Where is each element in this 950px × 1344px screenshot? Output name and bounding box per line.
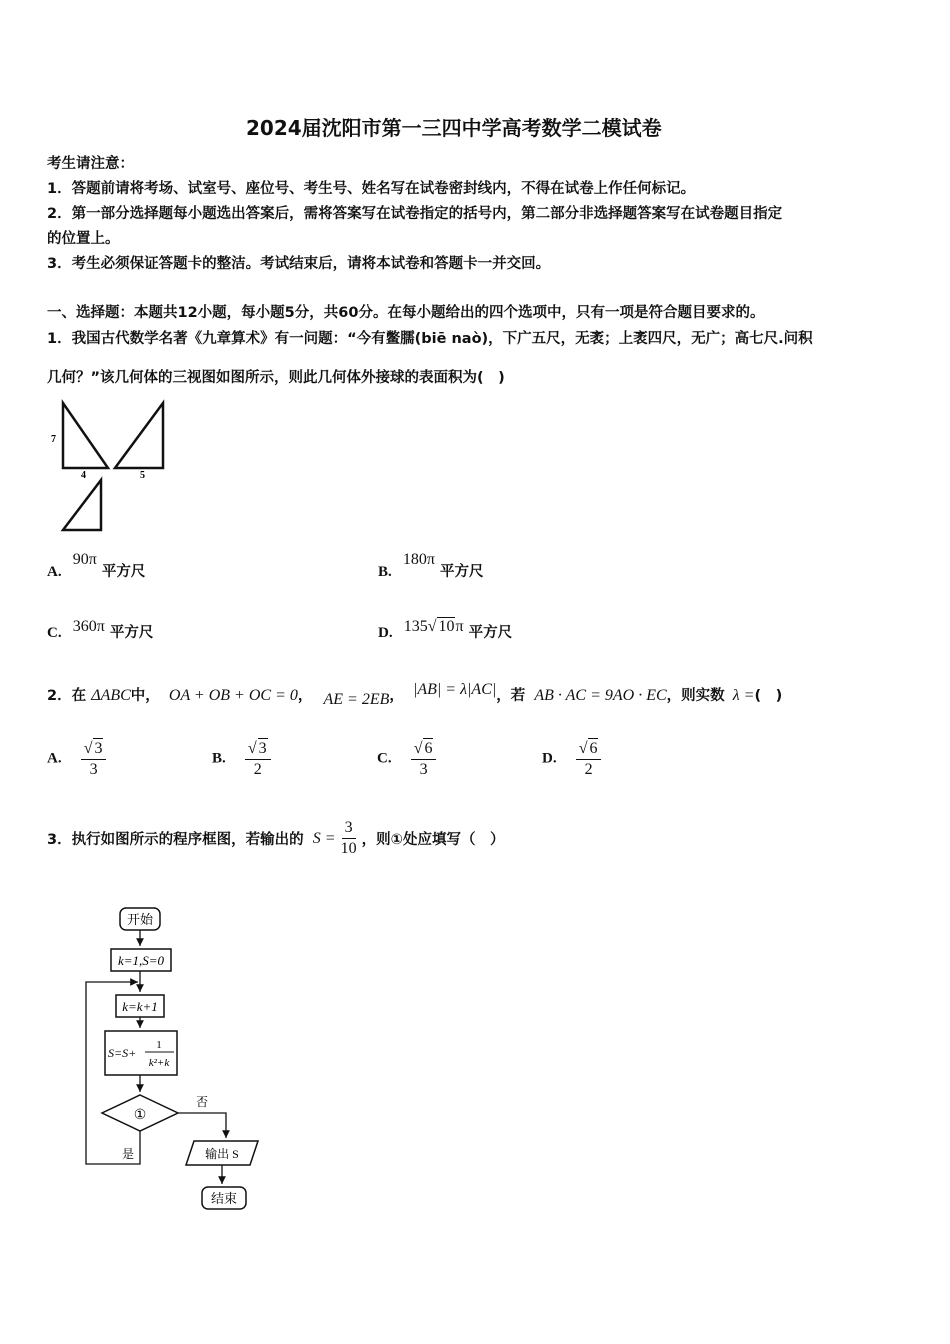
sqrt-icon: √ [427, 618, 437, 635]
flow-no-branch [178, 1113, 226, 1138]
option-fraction [576, 738, 602, 780]
notice-heading: 考生请注意： [47, 156, 134, 172]
option-math: 90π [72, 551, 97, 568]
q1-option-b[interactable] [378, 551, 484, 581]
option-radicand: 3 [94, 740, 103, 757]
option-denominator: 3 [419, 761, 428, 778]
sqrt-icon: √ [413, 740, 423, 757]
option-letter: A. [47, 564, 62, 580]
flow-decision-label: ① [133, 1108, 147, 1123]
front-view [63, 403, 108, 468]
option-letter: D. [378, 625, 393, 641]
option-letter: C. [47, 625, 62, 641]
option-radicand: 3 [258, 740, 267, 757]
q2-paren: ( ) [754, 688, 783, 704]
q1-option-c[interactable] [47, 618, 154, 642]
q2-lead: 2．在 [47, 688, 87, 704]
option-letter: B. [212, 750, 226, 767]
option-denominator: 3 [89, 761, 98, 778]
q3-stem [47, 818, 504, 859]
q2-stem [47, 681, 783, 708]
option-math-pi: π [455, 618, 464, 635]
option-unit: 平方尺 [101, 564, 146, 580]
flow-update-prefix: S=S+ [108, 1046, 137, 1060]
option-denominator: 2 [253, 761, 262, 778]
flow-increment-label: k=k+1 [122, 999, 158, 1014]
q2-eq-dot: AB · AC = 9AO · EC [534, 687, 667, 704]
option-letter: C. [377, 750, 392, 767]
q1-option-a[interactable] [47, 551, 146, 581]
sqrt-icon: √ [83, 740, 93, 757]
flow-output-label: 输出 S [205, 1147, 239, 1161]
option-letter: D. [542, 750, 557, 767]
option-math-coef: 135 [403, 618, 428, 635]
q2-comma: ， [389, 688, 404, 704]
q2-ruo: ，若 [496, 688, 526, 704]
q2-tail: ，则实数 [666, 688, 725, 704]
q2-triangle: ΔABC [91, 687, 131, 704]
sqrt-icon: √ [247, 740, 257, 757]
option-denominator: 2 [584, 761, 593, 778]
notice-item: 2．第一部分选择题每小题选出答案后，需将答案写在试卷指定的括号内，第二部分非选择题答案写在试卷题目指定 [47, 206, 783, 222]
side-view [115, 403, 163, 468]
option-unit: 平方尺 [468, 625, 513, 641]
flow-init-label: k=1,S=0 [117, 953, 165, 968]
option-letter: B. [378, 564, 392, 580]
fig-label-depth: 5 [140, 470, 145, 481]
q2-option-a[interactable] [47, 738, 106, 780]
option-fraction [245, 738, 271, 780]
q3-lead: 3．执行如图所示的程序框图，若输出的 [47, 832, 304, 848]
option-unit: 平方尺 [109, 625, 154, 641]
option-math: 360π [72, 618, 105, 635]
q1-stem-line2: 几何？”该几何体的三视图如图所示，则此几何体外接球的表面积为( ) [47, 370, 505, 386]
notice-item: 1．答题前请将考场、试室号、座位号、考生号、姓名写在试卷密封线内，不得在试卷上作任何标记。 [47, 181, 696, 197]
q2-eq-ae: AE = 2EB [323, 691, 390, 708]
q2-option-b[interactable] [212, 738, 271, 780]
option-letter: A. [47, 750, 62, 767]
q3-numerator: 3 [342, 818, 356, 839]
q3-tail: ，则①处应填写（ ） [361, 832, 505, 848]
fig-label-height: 7 [51, 434, 56, 445]
q2-lambda: λ = [732, 687, 755, 704]
q3-fraction [341, 818, 357, 859]
q3-s-var: S = [312, 829, 336, 847]
flow-end-label: 结束 [210, 1191, 238, 1206]
page-title: 2024届沈阳市第一三四中学高考数学二模试卷 [246, 116, 662, 140]
q1-stem-line1: 1．我国古代数学名著《九章算术》有一问题：“今有鳖臑(biē naò)，下广五尺，无袤；上袤四尺，无广；高七尺.问积 [47, 331, 813, 347]
option-radicand: 6 [589, 740, 598, 757]
q2-option-d[interactable] [542, 738, 601, 780]
flow-start-label: 开始 [126, 912, 154, 927]
q3-denominator: 10 [340, 840, 357, 857]
option-radicand: 10 [438, 618, 455, 635]
option-fraction [411, 738, 437, 780]
option-radicand: 6 [424, 740, 433, 757]
q1-option-d[interactable] [378, 618, 513, 642]
notice-item: 3．考生必须保证答题卡的整洁。考试结束后，请将本试卷和答题卡一并交回。 [47, 256, 551, 272]
flow-yes-label: 是 [121, 1147, 135, 1161]
q2-comma: ， [297, 688, 313, 704]
q2-option-c[interactable] [377, 738, 436, 780]
q2-eq-vector-sum: OA + OB + OC = 0 [168, 687, 298, 704]
q2-eq-abs: |AB| = λ|AC| [412, 681, 497, 698]
flow-no-label: 否 [195, 1095, 209, 1109]
q1-three-view-figure [48, 398, 178, 538]
flow-update-denominator: k²+k [148, 1057, 170, 1069]
section-heading: 一、选择题：本题共12小题，每小题5分，共60分。在每小题给出的四个选项中，只有一项是符合题目要求的。 [47, 305, 765, 321]
option-unit: 平方尺 [440, 564, 484, 580]
sqrt-icon: √ [578, 740, 588, 757]
fig-label-width: 4 [81, 470, 86, 481]
option-math: 180π [402, 551, 435, 568]
q2-zhong: 中， [130, 688, 160, 704]
flow-update-numerator: 1 [156, 1039, 162, 1051]
q3-flowchart [78, 900, 278, 1220]
top-view [63, 480, 101, 530]
option-fraction [81, 738, 107, 780]
notice-item: 的位置上。 [47, 231, 120, 247]
